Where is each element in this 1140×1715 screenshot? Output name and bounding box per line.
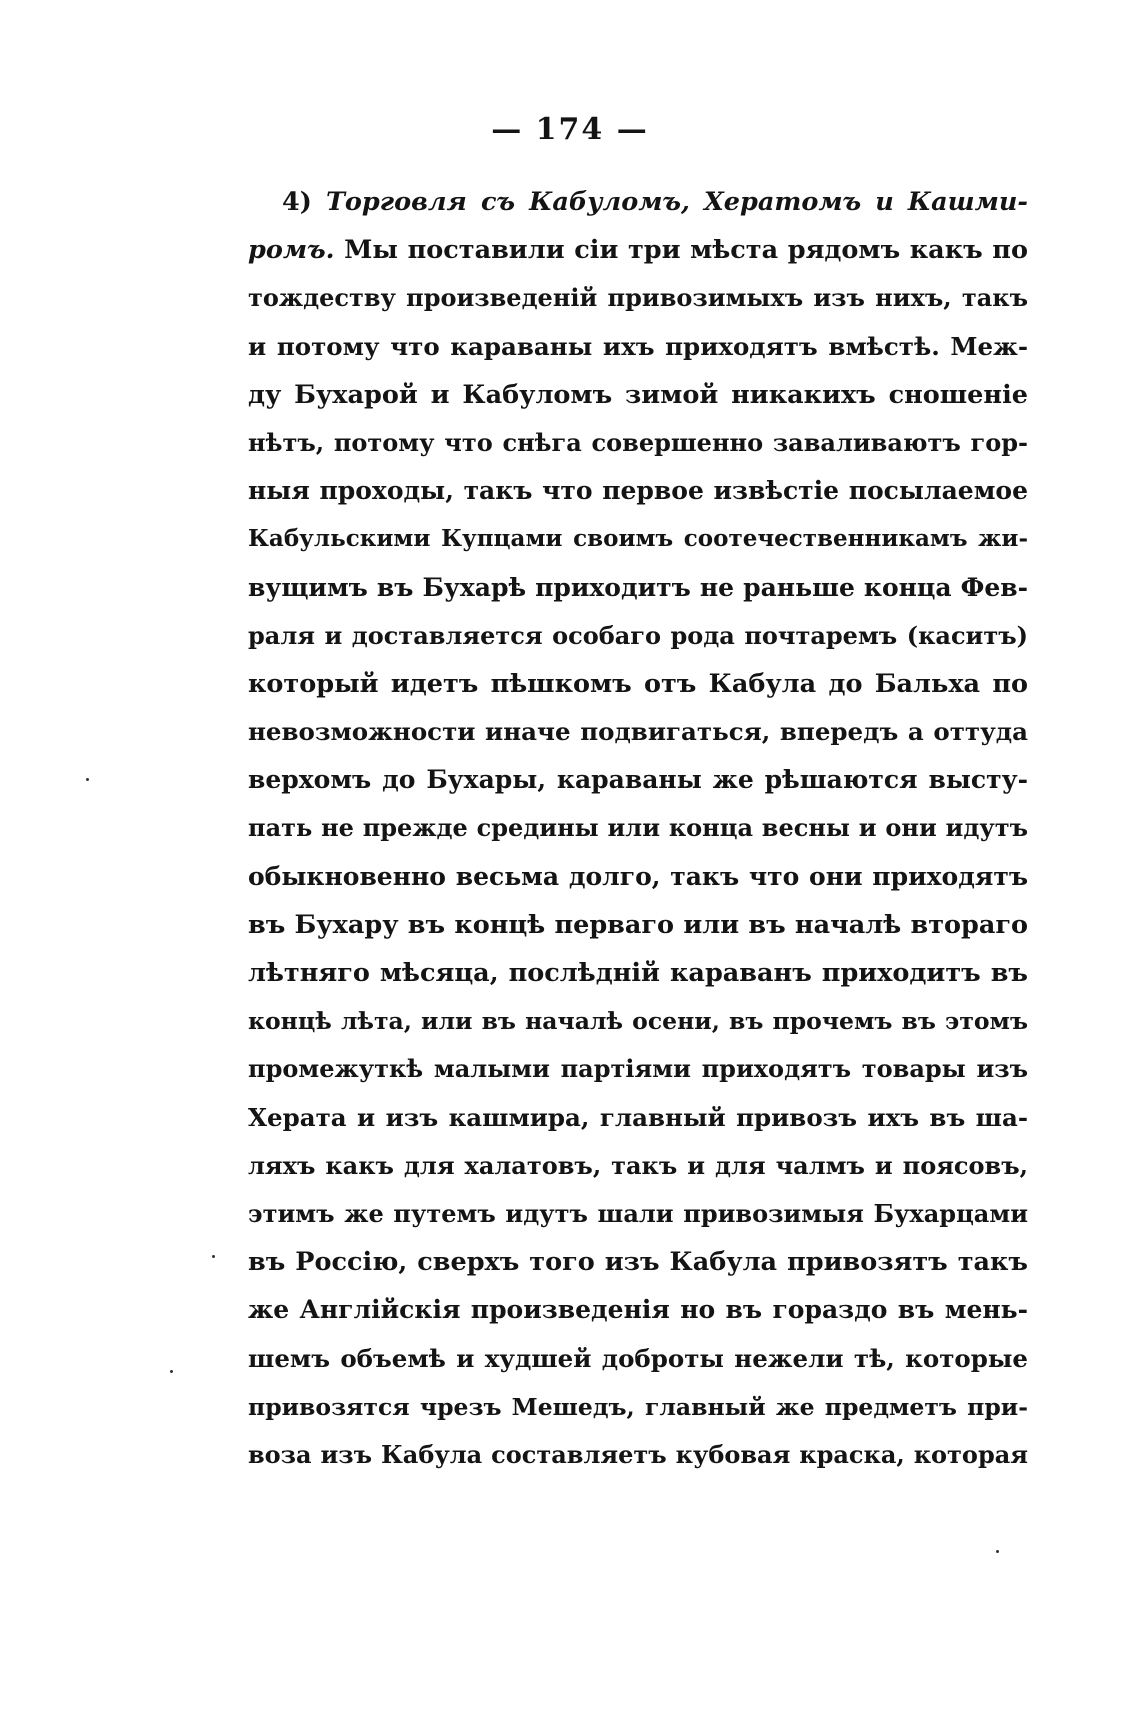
text-line: концѣ лѣта, или въ началѣ осени, въ прочемъ въ этомъ (248, 1007, 1028, 1036)
text-line: обыкновенно весьма долго, такъ что они приходятъ (248, 861, 1028, 891)
text-line: пать не прежде средины или конца весны и они идутъ (248, 813, 1028, 843)
text-line: воза изъ Кабула составляетъ кубовая краска, которая (248, 1439, 1028, 1469)
text-line: же Англійскія произведенія но въ гораздо въ мень- (248, 1295, 1028, 1325)
text-line: тождеству произведеній привозимыхъ изъ нихъ, такъ (248, 283, 1028, 313)
text-line: нѣтъ, потому что снѣга совершенно заваливаютъ гор- (248, 427, 1028, 457)
text-line: раля и доставляется особаго рода почтаремъ (каситъ) (248, 620, 1028, 650)
text-line-heading (248, 178, 1028, 226)
text-line: вущимъ въ Бухарѣ приходитъ не раньше конца Фев- (248, 572, 1028, 602)
section-number: 4) (282, 187, 312, 217)
text-line (248, 226, 1028, 274)
text-line: и потому что караваны ихъ приходятъ вмѣстѣ. Меж- (248, 331, 1028, 361)
scan-speck (86, 778, 89, 781)
scan-speck (212, 1255, 215, 1258)
text-line: который идетъ пѣшкомъ отъ Кабула до Бальха по (248, 668, 1028, 699)
section-title: Торговля съ Кабуломъ, Хератомъ и Кашми- (325, 187, 1028, 217)
scan-speck (996, 1550, 999, 1553)
page-number: — 174 — (491, 112, 649, 147)
text-line: лѣтняго мѣсяца, послѣдній караванъ приходитъ въ (248, 958, 1028, 988)
text-line: промежуткѣ малыми партіями приходятъ товары изъ (248, 1054, 1028, 1084)
text-line: этимъ же путемъ идутъ шали привозимыя Бухарцами (248, 1198, 1028, 1228)
text-line: привозятся чрезъ Мешедъ, главный же предметъ при- (248, 1392, 1028, 1421)
text-line-rest: Мы поставили сіи три мѣста рядомъ какъ по (344, 235, 1028, 266)
text-line: шемъ объемѣ и худшей доброты нежели тѣ, которые (248, 1343, 1028, 1373)
text-line: ду Бухарой и Кабуломъ зимой никакихъ сношеніе (248, 379, 1028, 410)
text-line: верхомъ до Бухары, караваны же рѣшаются высту- (248, 765, 1028, 795)
text-line: ныя проходы, такъ что первое извѣстіе посылаемое (248, 476, 1028, 506)
text-line: въ Бухару въ концѣ перваго или въ началѣ втораго (248, 909, 1028, 940)
text-line: въ Россію, сверхъ того изъ Кабула привозятъ такъ (248, 1247, 1028, 1278)
scan-speck (170, 1370, 173, 1373)
text-line: ляхъ какъ для халатовъ, такъ и для чалмъ и поясовъ, (248, 1150, 1028, 1180)
text-line: Кабульскими Купцами своимъ соотечественникамъ жи- (248, 525, 1028, 553)
text-line: невозможности иначе подвигаться, впередъ а оттуда (248, 717, 1028, 747)
text-line: Херата и изъ кашмира, главный привозъ ихъ въ ша- (248, 1102, 1028, 1132)
body-text (248, 178, 1028, 1479)
section-title-end: ромъ. (248, 235, 335, 266)
